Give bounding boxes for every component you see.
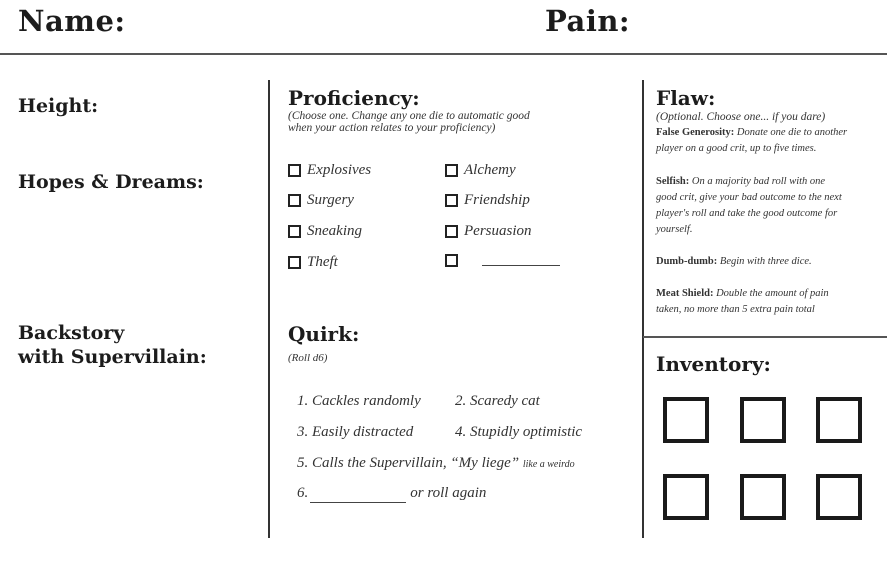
- proficiency-option-persuasion[interactable]: [445, 223, 532, 240]
- quirk-item-6-prefix: 6.: [297, 485, 309, 501]
- flaw-false-generosity: [656, 125, 882, 157]
- proficiency-option-explosives[interactable]: [288, 162, 371, 179]
- custom-proficiency-blank[interactable]: [482, 255, 560, 266]
- proficiency-option-theft[interactable]: [288, 254, 338, 271]
- flaw-desc: On a majority bad roll with one: [691, 176, 826, 187]
- proficiency-option-custom[interactable]: [445, 254, 560, 267]
- checkbox[interactable]: [288, 256, 301, 269]
- checkbox[interactable]: [288, 225, 301, 238]
- inventory-title: Inventory:: [656, 352, 771, 376]
- backstory-label: [18, 321, 207, 369]
- name-label: Name:: [18, 4, 126, 38]
- flaw-desc: yourself.: [656, 224, 693, 235]
- option-label: Explosives: [307, 162, 372, 178]
- quirk-item-5-small: like a weirdo: [522, 459, 575, 470]
- flaw-desc: Donate one die to another: [736, 127, 848, 138]
- inventory-slot[interactable]: [816, 474, 862, 520]
- flaw-desc: taken, no more than 5 extra pain total: [656, 304, 815, 315]
- proficiency-title: Proficiency:: [288, 86, 420, 110]
- inventory-slot[interactable]: [663, 474, 709, 520]
- proficiency-note: [288, 110, 530, 134]
- proficiency-option-sneaking[interactable]: [288, 223, 362, 240]
- checkbox[interactable]: [445, 194, 458, 207]
- inventory-slot[interactable]: [740, 474, 786, 520]
- backstory-line-2: with Supervillain:: [18, 346, 207, 368]
- inventory-slot[interactable]: [663, 397, 709, 443]
- checkbox[interactable]: [288, 194, 301, 207]
- flaw-name: False Generosity:: [656, 127, 735, 138]
- flaw-desc: Begin with three dice.: [719, 256, 812, 267]
- flaw-desc: player's roll and take the good outcome for: [656, 208, 838, 219]
- flaw-meat-shield: [656, 286, 882, 318]
- flaw-desc: Double the amount of pain: [716, 288, 829, 299]
- quirk-item-6-suffix: or roll again: [410, 485, 487, 501]
- left-column-divider: [268, 80, 270, 538]
- flaw-title: Flaw:: [656, 86, 716, 110]
- quirk-custom-blank[interactable]: [310, 485, 406, 503]
- option-label: Friendship: [464, 192, 530, 208]
- flaw-name: Meat Shield:: [656, 288, 714, 299]
- flaw-selfish: [656, 174, 882, 238]
- option-label: Alchemy: [464, 162, 516, 178]
- quirk-item-1: 1. Cackles randomly: [297, 393, 421, 409]
- flaw-note: (Optional. Choose one... if you dare): [656, 111, 826, 123]
- quirk-item-6: [297, 485, 486, 503]
- hopes-dreams-label: Hopes & Dreams:: [18, 171, 204, 193]
- option-label: Surgery: [307, 192, 354, 208]
- flaw-dumb-dumb: [656, 254, 882, 270]
- checkbox[interactable]: [445, 225, 458, 238]
- proficiency-note-line-1: (Choose one. Change any one die to automatic good: [288, 110, 530, 122]
- option-label: Persuasion: [464, 223, 532, 239]
- proficiency-option-friendship[interactable]: [445, 192, 530, 209]
- right-column-divider: [642, 80, 644, 538]
- inventory-slot[interactable]: [740, 397, 786, 443]
- pain-label: Pain:: [545, 4, 631, 38]
- quirk-item-5-text: 5. Calls the Supervillain, “My liege”: [297, 455, 520, 471]
- quirk-title: Quirk:: [288, 322, 360, 346]
- inventory-slot[interactable]: [816, 397, 862, 443]
- quirk-item-4: 4. Stupidly optimistic: [455, 424, 583, 440]
- proficiency-option-surgery[interactable]: [288, 192, 354, 209]
- checkbox[interactable]: [445, 164, 458, 177]
- option-label: Theft: [307, 254, 338, 270]
- flaw-name: Dumb-dumb:: [656, 256, 718, 267]
- backstory-line-1: Backstory: [18, 322, 125, 344]
- header-divider: [0, 53, 887, 55]
- proficiency-option-alchemy[interactable]: [445, 162, 516, 179]
- height-label: Height:: [18, 95, 99, 117]
- quirk-note: (Roll d6): [288, 352, 328, 364]
- proficiency-note-line-2: when your action relates to your proficiency): [288, 122, 496, 134]
- flaw-desc: player on a good crit, up to five times.: [656, 143, 817, 154]
- checkbox[interactable]: [445, 254, 458, 267]
- quirk-item-2: 2. Scaredy cat: [455, 393, 540, 409]
- checkbox[interactable]: [288, 164, 301, 177]
- flaw-inventory-divider: [643, 336, 887, 338]
- quirk-item-3: 3. Easily distracted: [297, 424, 414, 440]
- option-label: Sneaking: [307, 223, 362, 239]
- flaw-desc: good crit, give your bad outcome to the next: [656, 192, 842, 203]
- quirk-item-5: [297, 455, 575, 472]
- flaw-name: Selfish:: [656, 176, 690, 187]
